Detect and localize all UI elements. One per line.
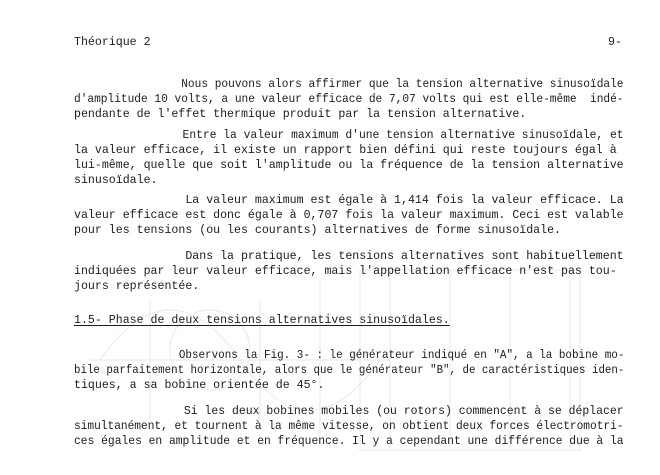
paragraph-line: ces égales en amplitude et en fréquence. Il y a cependant une différence due à la [74, 435, 624, 448]
paragraph-line: d'amplitude 10 volts, a une valeur efficace de 7,07 volts qui est elle-même indé- [74, 93, 624, 106]
paragraph-line: bile parfaitement horizontale, alors que le générateur "B", de caractéristiques iden- [74, 364, 625, 377]
paragraph-line: lui-même, quelle que soit l'amplitude ou la fréquence de la tension alternative [74, 159, 624, 172]
paragraph-line: jours représentée. [74, 280, 200, 293]
paragraph-line: tiques, a sa bobine orientée de 45°. [74, 379, 325, 392]
paragraph-line: Entre la valeur maximum d'une tension alternative sinusoïdale, et [74, 129, 624, 142]
header-title: Théorique 2 [74, 36, 151, 49]
paragraph-line: Nous pouvons alors affirmer que la tension alternative sinusoïdale [74, 78, 624, 91]
paragraph-line: pour les tensions (ou les courants) alternatives de forme sinusoïdale. [74, 224, 562, 237]
paragraph-line: Observons la Fig. 3- : le générateur indiqué en "A", a la bobine mo- [74, 349, 625, 362]
page-number: 9- [608, 36, 622, 49]
paragraph-line: sinusoïdale. [74, 174, 158, 187]
section-heading: 1.5- Phase de deux tensions alternatives sinusoïdales. [74, 314, 450, 327]
paragraph-line: indiquées par leur valeur efficace, mais l'appellation efficace n'est pas tou- [74, 265, 617, 278]
paragraph-line: Dans la pratique, les tensions alternatives sont habituellement [74, 250, 624, 263]
paragraph-line: simultanément, et tournent à la même vitesse, on obtient deux forces électromotri- [74, 420, 624, 433]
paragraph-line: la valeur efficace, il existe un rapport bien défini qui reste toujours égal à [74, 144, 617, 157]
paragraph-line: valeur efficace est donc égale à 0,707 fois la valeur maximum. Ceci est valable [74, 209, 624, 222]
paragraph-line: Si les deux bobines mobiles (ou rotors) commencent à se déplacer [74, 405, 624, 418]
paragraph-line: La valeur maximum est égale à 1,414 fois la valeur efficace. La [74, 194, 624, 207]
paragraph-line: pendante de l'effet thermique produit par la tension alternative. [74, 108, 527, 121]
